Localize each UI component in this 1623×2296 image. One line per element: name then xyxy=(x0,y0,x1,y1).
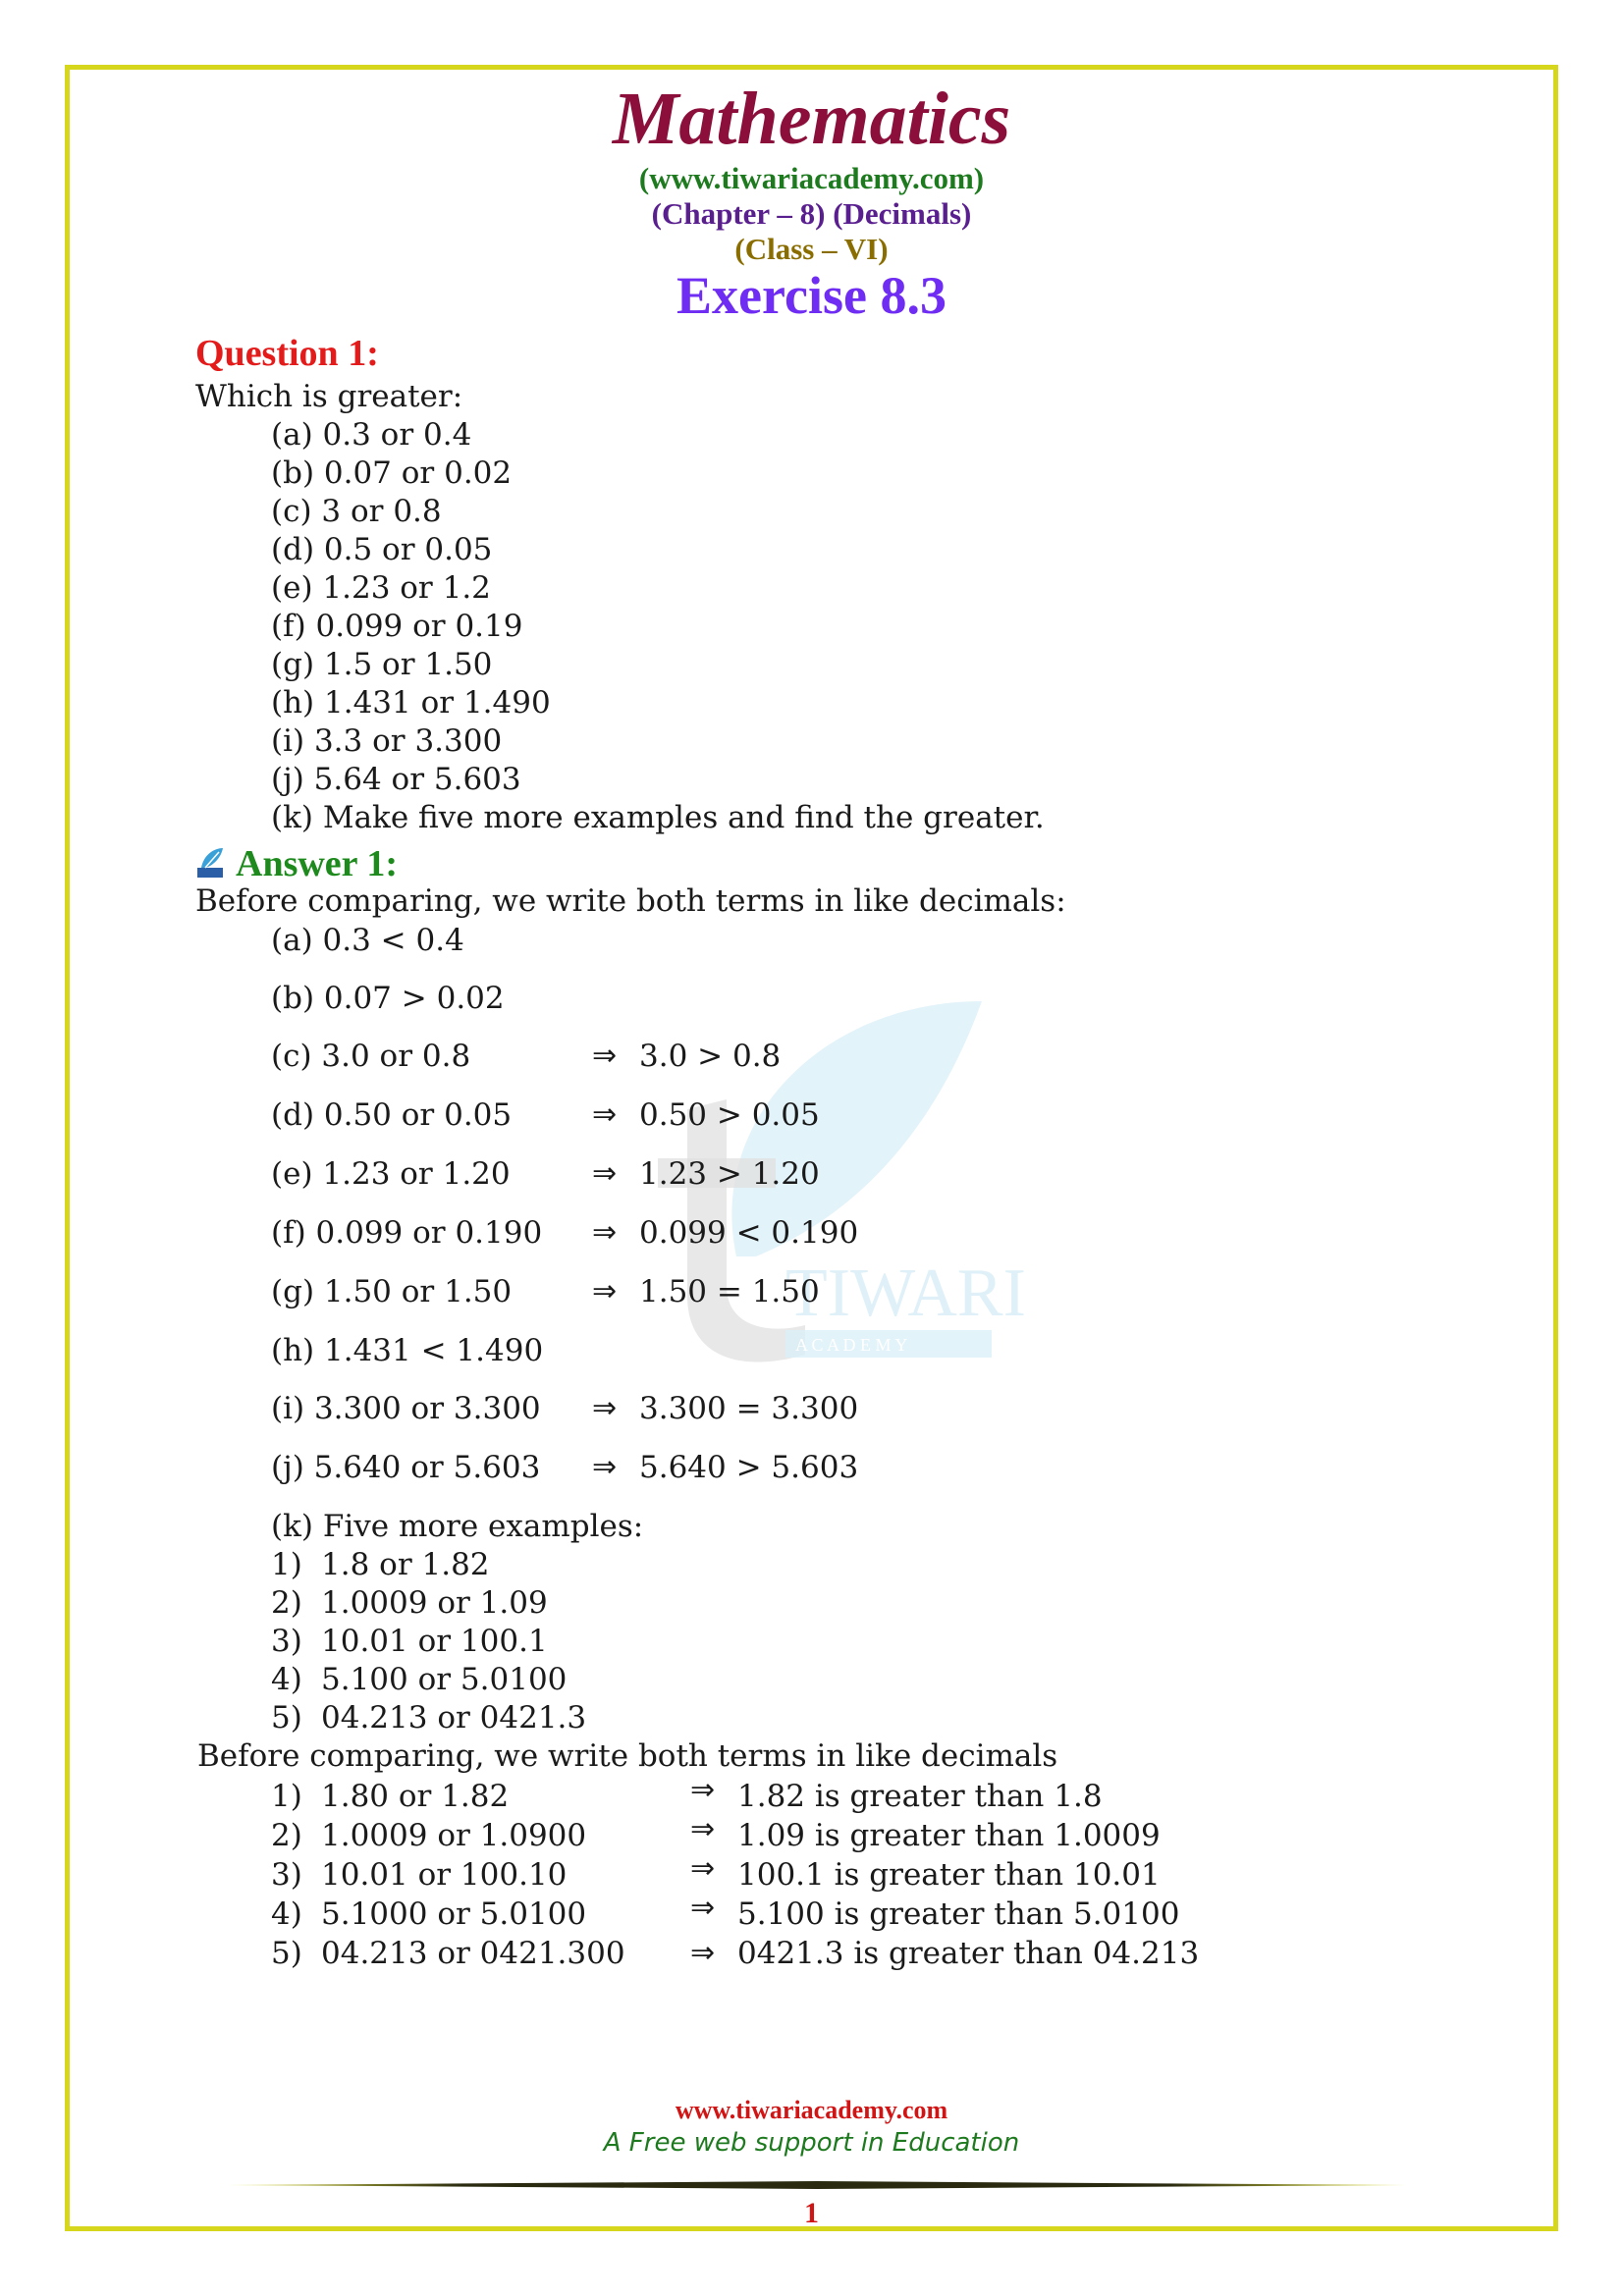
answer-heading: Answer 1: xyxy=(236,843,399,884)
implies-arrow: ⇒ xyxy=(690,1936,716,1970)
page-number: 1 xyxy=(804,2197,819,2229)
implies-arrow: ⇒ xyxy=(592,1215,618,1250)
implies-arrow: ⇒ xyxy=(592,1039,618,1073)
implies-arrow: ⇒ xyxy=(592,1156,618,1191)
watermark-sub: A C A D E M Y xyxy=(795,1335,908,1355)
question-item: (f) 0.099 or 0.19 xyxy=(271,609,523,644)
answer-row-left: (f) 0.099 or 0.190 xyxy=(271,1215,543,1251)
question-item: (e) 1.23 or 1.2 xyxy=(271,570,491,606)
question-item: (h) 1.431 or 1.490 xyxy=(271,685,551,721)
answer-row-right: 0.099 < 0.190 xyxy=(639,1215,859,1251)
answer-row-left: (g) 1.50 or 1.50 xyxy=(271,1274,513,1309)
compare-num: 3) xyxy=(271,1857,302,1893)
compare-right: 0421.3 is greater than 04.213 xyxy=(737,1936,1200,1971)
answer-row-left: (c) 3.0 or 0.8 xyxy=(271,1039,471,1074)
answer-row-right: 1.23 > 1.20 xyxy=(639,1156,820,1192)
question-item: (d) 0.5 or 0.05 xyxy=(271,532,493,567)
question-item: (c) 3 or 0.8 xyxy=(271,494,442,529)
implies-arrow: ⇒ xyxy=(592,1274,618,1308)
question-item: (g) 1.5 or 1.50 xyxy=(271,647,493,682)
implies-arrow: ⇒ xyxy=(592,1450,618,1484)
example-text: 1.0009 or 1.09 xyxy=(321,1585,548,1621)
compare-intro: Before comparing, we write both terms in like decimals xyxy=(197,1738,1058,1774)
compare-num: 2) xyxy=(271,1818,302,1853)
answer-row-right: 0.50 > 0.05 xyxy=(639,1097,820,1133)
compare-left: 10.01 or 100.10 xyxy=(321,1857,568,1893)
question-heading: Question 1: xyxy=(195,333,379,374)
implies-arrow: ⇒ xyxy=(690,1812,716,1846)
question-item: (i) 3.3 or 3.300 xyxy=(271,723,503,759)
exercise-title: Exercise 8.3 xyxy=(676,266,947,325)
footer-divider xyxy=(228,2181,1406,2189)
question-item: (a) 0.3 or 0.4 xyxy=(271,417,472,453)
header-chapter: (Chapter – 8) (Decimals) xyxy=(651,196,972,231)
answer-row-right: 5.640 > 5.603 xyxy=(639,1450,859,1485)
page-title: Mathematics xyxy=(612,78,1011,160)
compare-left: 5.1000 or 5.0100 xyxy=(321,1896,587,1932)
compare-num: 1) xyxy=(271,1779,302,1814)
watermark-word: TIWARI xyxy=(785,1255,1026,1331)
question-item: (b) 0.07 or 0.02 xyxy=(271,455,513,491)
header-site: (www.tiwariacademy.com) xyxy=(638,161,985,195)
compare-right: 1.82 is greater than 1.8 xyxy=(737,1779,1103,1814)
example-num: 4) xyxy=(271,1662,302,1697)
answer-row-left: (e) 1.23 or 1.20 xyxy=(271,1156,511,1192)
implies-arrow: ⇒ xyxy=(690,1773,716,1807)
answer-row-left: (d) 0.50 or 0.05 xyxy=(271,1097,513,1133)
pen-icon xyxy=(195,846,227,880)
question-item: (j) 5.64 or 5.603 xyxy=(271,762,521,797)
implies-arrow: ⇒ xyxy=(592,1097,618,1132)
answer-row-left: (h) 1.431 < 1.490 xyxy=(271,1333,544,1368)
answer-row-right: 1.50 = 1.50 xyxy=(639,1274,820,1309)
answer-row-right: 3.300 = 3.300 xyxy=(639,1391,859,1426)
compare-right: 5.100 is greater than 5.0100 xyxy=(737,1896,1180,1932)
example-text: 1.8 or 1.82 xyxy=(321,1547,490,1582)
example-num: 3) xyxy=(271,1624,302,1659)
answer-row-left: (i) 3.300 or 3.300 xyxy=(271,1391,541,1426)
example-text: 10.01 or 100.1 xyxy=(321,1624,548,1659)
example-text: 04.213 or 0421.3 xyxy=(321,1700,587,1735)
header-class: (Class – VI) xyxy=(734,232,889,266)
examples-heading: (k) Five more examples: xyxy=(271,1509,644,1544)
compare-left: 1.80 or 1.82 xyxy=(321,1779,510,1814)
example-num: 1) xyxy=(271,1547,302,1582)
compare-right: 1.09 is greater than 1.0009 xyxy=(737,1818,1161,1853)
answer-row-left: (b) 0.07 > 0.02 xyxy=(271,981,505,1016)
footer-tagline: A Free web support in Education xyxy=(603,2128,1020,2158)
question-item: (k) Make five more examples and find the greater. xyxy=(271,800,1045,835)
question-intro: Which is greater: xyxy=(195,379,463,414)
answer-intro: Before comparing, we write both terms in like decimals: xyxy=(195,883,1066,919)
answer-row-left: (a) 0.3 < 0.4 xyxy=(271,923,464,958)
compare-left: 04.213 or 0421.300 xyxy=(321,1936,625,1971)
compare-left: 1.0009 or 1.0900 xyxy=(321,1818,587,1853)
compare-num: 4) xyxy=(271,1896,302,1932)
answer-row-right: 3.0 > 0.8 xyxy=(639,1039,782,1074)
footer-site-link[interactable]: www.tiwariacademy.com xyxy=(675,2096,948,2124)
compare-right: 100.1 is greater than 10.01 xyxy=(737,1857,1161,1893)
implies-arrow: ⇒ xyxy=(690,1891,716,1925)
example-num: 2) xyxy=(271,1585,302,1621)
example-text: 5.100 or 5.0100 xyxy=(321,1662,568,1697)
example-num: 5) xyxy=(271,1700,302,1735)
implies-arrow: ⇒ xyxy=(592,1391,618,1425)
compare-num: 5) xyxy=(271,1936,302,1971)
answer-row-left: (j) 5.640 or 5.603 xyxy=(271,1450,541,1485)
implies-arrow: ⇒ xyxy=(690,1851,716,1886)
